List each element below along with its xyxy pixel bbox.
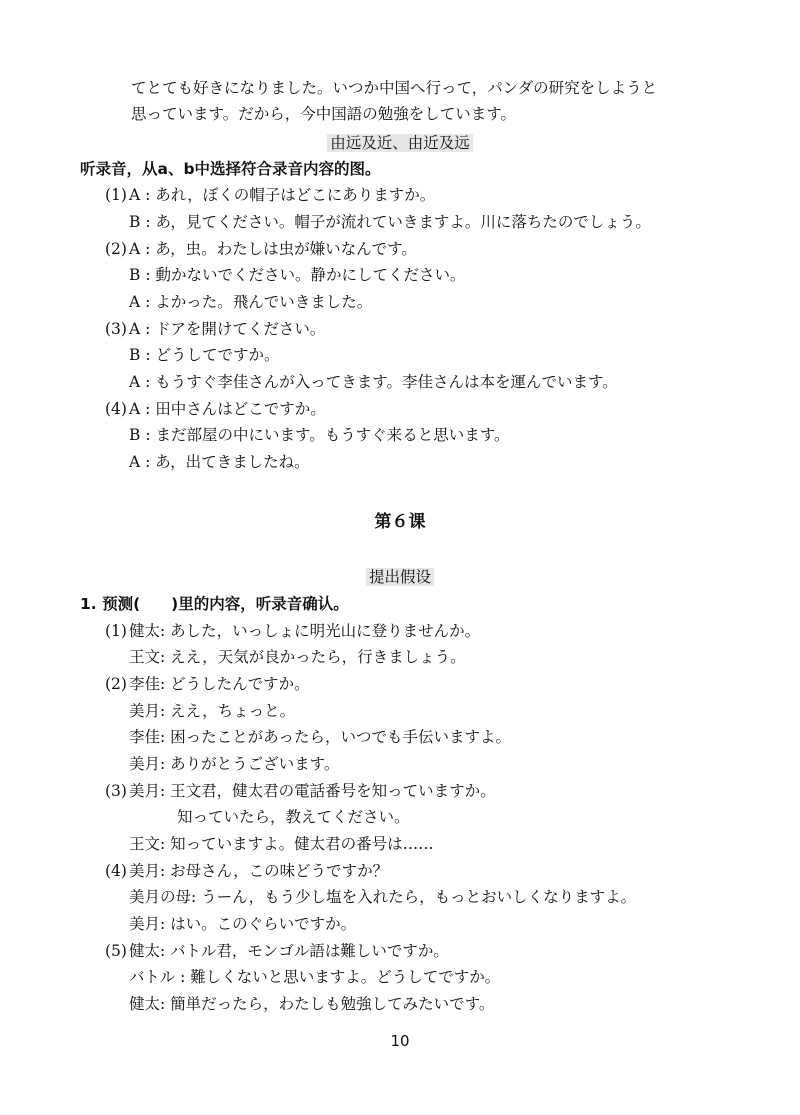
dialog-line — [129, 212, 651, 232]
colon: : — [160, 782, 171, 800]
dialog-line — [129, 425, 510, 445]
speaker-label: A — [129, 293, 141, 311]
speaker-label: 美月の母 — [129, 888, 192, 906]
dialog-text: どうしてですか。 — [155, 346, 280, 364]
dialog-line — [105, 399, 326, 419]
speaker-label: 美月 — [129, 862, 161, 880]
dialog-text: あ，出てきましたね。 — [155, 453, 310, 471]
speaker-label: A — [129, 400, 141, 418]
dialog-text: あれ，ぼくの帽子はどこにありますか。 — [155, 186, 436, 204]
colon: : — [140, 373, 156, 391]
dialog-text: うーん，もう少し塩を入れたら，もっとおいしくなりますよ。 — [201, 888, 637, 906]
speaker-label: 王文 — [129, 648, 161, 666]
dialog-text: 知っていますよ。健太君の番号は…… — [170, 835, 434, 853]
speaker-label: 健太 — [129, 622, 161, 640]
dialog-line — [129, 727, 511, 747]
section-title-1-text: 由远及近、由近及远 — [327, 134, 473, 152]
colon: : — [160, 942, 171, 960]
speaker-label: A — [129, 240, 141, 258]
speaker-label: B — [129, 426, 141, 444]
dialog-line — [129, 754, 339, 774]
dialog-line — [105, 781, 496, 801]
dialog-text: 困ったことがあったら，いつでも手伝いますよ。 — [170, 728, 512, 746]
dialog-line — [129, 834, 434, 854]
speaker-label: 健太 — [129, 995, 161, 1013]
speaker-label: 美月 — [129, 702, 161, 720]
speaker-label: 美月 — [129, 755, 161, 773]
colon: : — [140, 266, 156, 284]
dialog-text: 田中さんはどこですか。 — [155, 400, 326, 418]
item-number: (1) — [105, 622, 127, 640]
dialog-line — [129, 914, 356, 934]
dialog-text: 難しくないと思いますよ。どうしてですか。 — [190, 968, 501, 986]
dialog-line — [129, 345, 279, 365]
dialog-line — [129, 701, 295, 721]
dialog-line — [105, 941, 449, 961]
section-1-instruction: 听录音，从a、b中选择符合录音内容的图。 — [80, 160, 381, 178]
speaker-label: 美月 — [129, 915, 161, 933]
dialog-text: どうしたんですか。 — [170, 675, 310, 693]
dialog-line — [105, 239, 417, 259]
dialog-line — [129, 994, 494, 1014]
speaker-label: 美月 — [129, 782, 161, 800]
dialog-text: 動かないでください。静かにしてください。 — [155, 266, 466, 284]
item-number: (3) — [105, 320, 127, 338]
speaker-label: 健太 — [129, 942, 161, 960]
colon: : — [160, 675, 171, 693]
section-title-2 — [0, 567, 800, 587]
item-number: (4) — [105, 400, 127, 418]
section-title-1 — [0, 133, 800, 153]
dialog-line — [105, 861, 388, 881]
speaker-label: A — [129, 373, 141, 391]
speaker-label: A — [129, 320, 141, 338]
dialog-text: あ，虫。わたしは虫が嫌いなんです。 — [155, 240, 417, 258]
item-number: (2) — [105, 675, 127, 693]
dialog-line — [105, 621, 480, 641]
speaker-label: B — [129, 266, 141, 284]
speaker-label: A — [129, 453, 141, 471]
dialog-line — [129, 372, 618, 392]
speaker-label: 王文 — [129, 835, 161, 853]
dialog-text: ええ，ちょっと。 — [170, 702, 296, 720]
dialog-text: まだ部屋の中にいます。もうすぐ来ると思います。 — [155, 426, 510, 444]
dialog-line — [129, 967, 500, 987]
dialog-line — [129, 265, 465, 285]
colon: : — [140, 293, 156, 311]
dialog-text: はい。このぐらいですか。 — [170, 915, 357, 933]
dialog-line — [105, 674, 310, 694]
colon: : — [160, 915, 171, 933]
dialog-text: よかった。飛んでいきました。 — [155, 293, 373, 311]
colon: : — [160, 995, 171, 1013]
dialog-text: もうすぐ李佳さんが入ってきます。李佳さんは本を運んでいます。 — [155, 373, 618, 391]
dialog-text: バトル君，モンゴル語は難しいですか。 — [170, 942, 449, 960]
colon: : — [140, 320, 156, 338]
colon: : — [160, 728, 171, 746]
colon: : — [191, 888, 202, 906]
item-number: (3) — [105, 782, 127, 800]
dialog-text: ええ，天気が良かったら，行きましょう。 — [170, 648, 466, 666]
dialog-text: あ，見てください。帽子が流れていきますよ。川に落ちたのでしょう。 — [155, 213, 651, 231]
item-number: (2) — [105, 240, 127, 258]
colon: : — [175, 968, 191, 986]
speaker-label: 李佳 — [129, 675, 161, 693]
dialog-text: あした，いっしょに明光山に登りませんか。 — [170, 622, 481, 640]
colon: : — [140, 453, 156, 471]
dialog-text: ドアを開けてください。 — [155, 320, 326, 338]
speaker-label: バトル — [129, 968, 176, 986]
colon: : — [140, 426, 156, 444]
speaker-label: 李佳 — [129, 728, 161, 746]
colon: : — [160, 862, 171, 880]
speaker-label: B — [129, 346, 141, 364]
dialog-text: 知っていたら，教えてください。 — [177, 808, 410, 826]
colon: : — [160, 835, 171, 853]
dialog-line — [105, 319, 325, 339]
page-number: 10 — [390, 1032, 410, 1050]
item-number: (5) — [105, 942, 127, 960]
dialog-text: ありがとうございます。 — [170, 755, 340, 773]
colon: : — [160, 648, 171, 666]
dialog-line — [129, 452, 310, 472]
item-number: (4) — [105, 862, 127, 880]
colon: : — [140, 346, 156, 364]
dialog-line-continuation — [177, 807, 410, 827]
dialog-text: 王文君，健太君の電話番号を知っていますか。 — [170, 782, 496, 800]
colon: : — [160, 755, 171, 773]
colon: : — [140, 400, 156, 418]
dialog-line — [129, 292, 372, 312]
lesson-title: 第６课 — [374, 512, 426, 532]
colon: : — [160, 702, 171, 720]
speaker-label: B — [129, 213, 141, 231]
dialog-line — [129, 647, 466, 667]
dialog-line — [129, 887, 636, 907]
dialog-line — [105, 185, 435, 205]
colon: : — [140, 240, 156, 258]
colon: : — [140, 213, 156, 231]
speaker-label: A — [129, 186, 141, 204]
intro-line-2: 思っています。だから，今中国語の勉強をしています。 — [131, 105, 517, 123]
colon: : — [160, 622, 171, 640]
colon: : — [140, 186, 156, 204]
item-number: (1) — [105, 186, 127, 204]
dialog-text: お母さん，この味どうですか？ — [170, 862, 389, 880]
intro-line-1: てとても好きになりました。いつか中国へ行って，パンダの研究をしようと — [131, 79, 658, 97]
dialog-text: 簡単だったら，わたしも勉強してみたいです。 — [170, 995, 495, 1013]
section-title-2-text: 提出假设 — [366, 568, 434, 586]
section-2-instruction: 1. 预测( )里的内容，听录音确认。 — [80, 595, 349, 613]
